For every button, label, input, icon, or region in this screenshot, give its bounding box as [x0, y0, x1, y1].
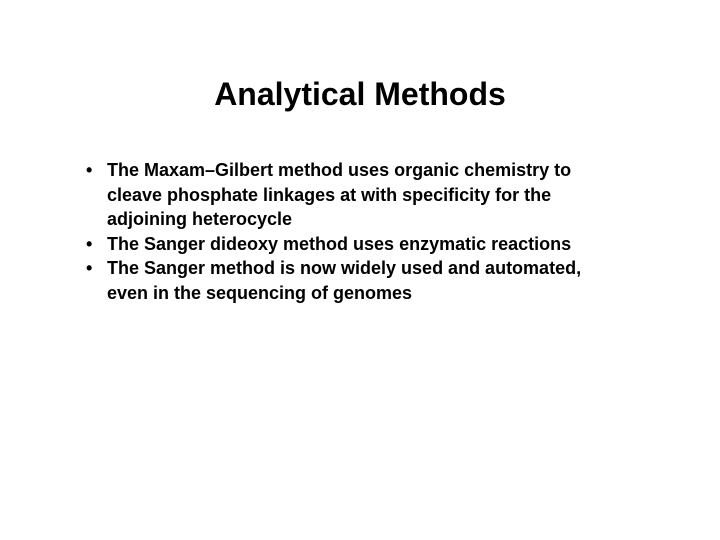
bullet-text-line: The Sanger dideoxy method uses enzymatic reactions — [107, 233, 572, 254]
bullet-text-line: even in the sequencing of genomes — [107, 282, 413, 303]
bullet-list — [86, 158, 666, 305]
bullet-text-line: adjoining heterocycle — [107, 209, 293, 229]
bullet-item — [86, 232, 666, 257]
bullet-icon: • — [86, 160, 93, 180]
bullet-item — [86, 256, 666, 305]
bullet-icon: • — [86, 258, 93, 278]
bullet-item — [86, 158, 666, 232]
bullet-text-line: The Maxam–Gilbert method uses organic chemistry to — [107, 160, 572, 180]
bullet-text-line: The Sanger method is now widely used and automated, — [107, 258, 582, 278]
slide-title: Analytical Methods — [214, 76, 506, 112]
bullet-text-line: cleave phosphate linkages at with specificity for the — [107, 184, 552, 205]
bullet-icon: • — [86, 233, 93, 254]
